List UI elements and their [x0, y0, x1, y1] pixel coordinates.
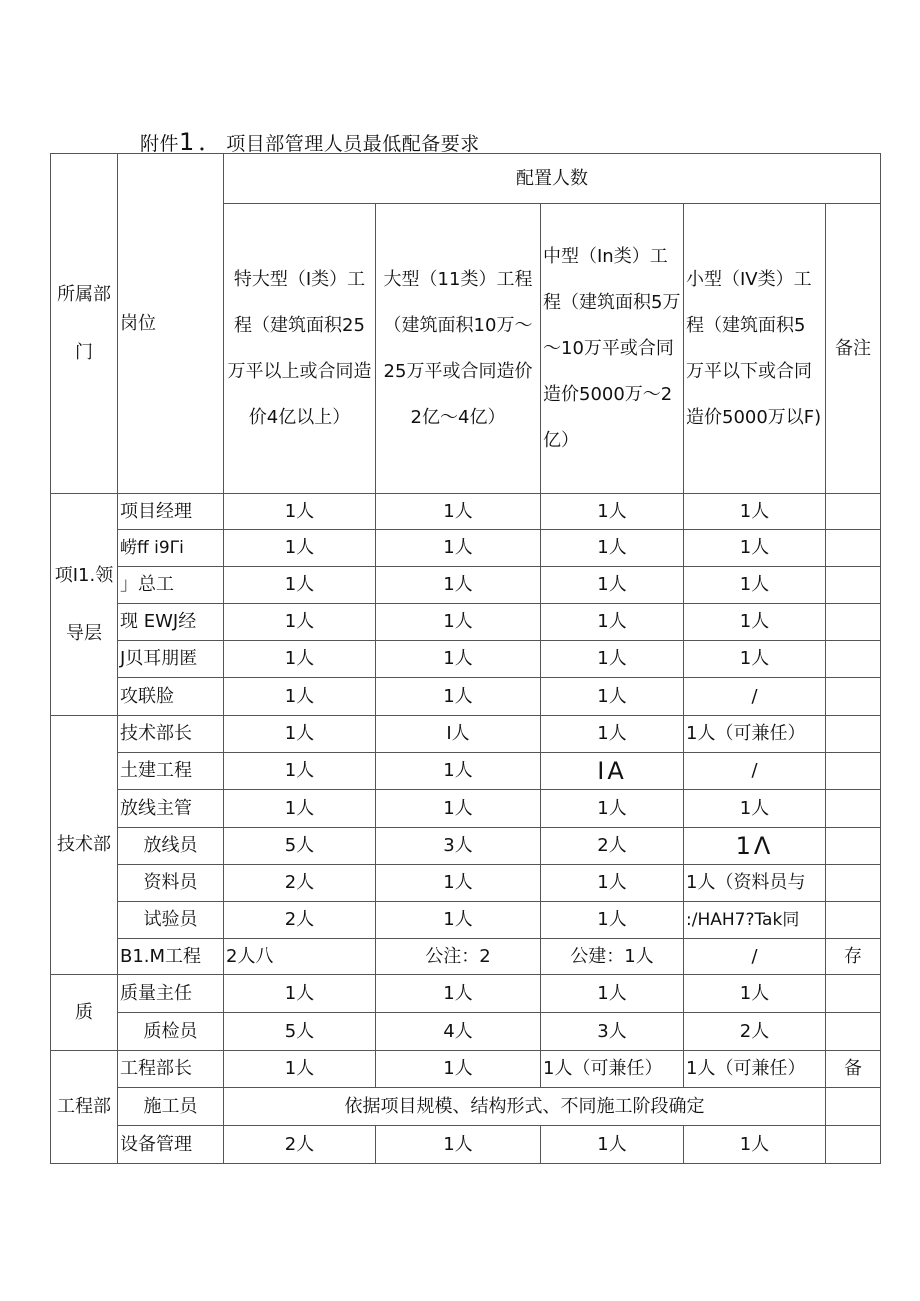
count-cell: 1人	[684, 530, 826, 567]
count-cell: 2人	[224, 1126, 376, 1164]
post-cell: 设备管理	[118, 1126, 224, 1164]
count-cell: 2人八	[224, 939, 376, 975]
count-cell: 1人	[684, 641, 826, 678]
count-cell: 1人	[224, 716, 376, 753]
post-cell: 施工员	[118, 1088, 224, 1126]
post-cell: 工程部长	[118, 1051, 224, 1088]
count-cell: 1人	[376, 902, 541, 939]
post-cell: 资料员	[118, 865, 224, 902]
header-col-3: 中型（In类）工程（建筑面积5万～10万平或合同造价5000万～2亿）	[541, 204, 684, 494]
count-cell: 1人	[376, 567, 541, 604]
count-cell: 3人	[541, 1013, 684, 1051]
header-col-4: 小型（IV类）工程（建筑面积5万平以下或合同造价5000万以F)	[684, 204, 826, 494]
count-cell: 1人	[376, 641, 541, 678]
header-dept: 所属部门	[51, 154, 118, 494]
count-cell: 2人	[224, 865, 376, 902]
post-cell: 土建工程	[118, 753, 224, 790]
count-cell: 1人	[541, 604, 684, 641]
count-cell: 5人	[224, 828, 376, 865]
note-cell	[826, 716, 881, 753]
count-cell: 1人（可兼任）	[684, 716, 826, 753]
count-cell: 1人	[224, 567, 376, 604]
count-cell: 1人	[684, 790, 826, 828]
dept-engineering: 工程部	[51, 1051, 118, 1164]
note-cell	[826, 530, 881, 567]
count-cell: 4人	[376, 1013, 541, 1051]
header-config: 配置人数	[224, 154, 881, 204]
count-cell: 2人	[541, 828, 684, 865]
count-cell: 1人	[541, 530, 684, 567]
post-cell: 放线主管	[118, 790, 224, 828]
dept-quality: 质	[51, 975, 118, 1051]
post-cell: 质检员	[118, 1013, 224, 1051]
staffing-table	[50, 153, 881, 1164]
count-cell: 1人	[541, 975, 684, 1013]
title-prefix: 附件	[140, 133, 180, 155]
count-cell: /	[684, 678, 826, 716]
note-cell: 备	[826, 1051, 881, 1088]
note-cell: 存	[826, 939, 881, 975]
note-cell	[826, 567, 881, 604]
count-cell: 1人	[376, 790, 541, 828]
count-cell: 1人	[541, 865, 684, 902]
count-cell: 1人	[684, 567, 826, 604]
count-cell: 1人	[684, 975, 826, 1013]
count-cell: 公建：1人	[541, 939, 684, 975]
note-cell	[826, 1088, 881, 1126]
count-cell: 2人	[684, 1013, 826, 1051]
count-cell: 1人	[224, 678, 376, 716]
count-cell: 1人	[376, 494, 541, 530]
post-cell: 攻联脸	[118, 678, 224, 716]
post-cell: B1.M工程	[118, 939, 224, 975]
count-cell: 1人	[224, 494, 376, 530]
post-cell: 崂ff i9Γi	[118, 530, 224, 567]
count-cell: /	[684, 753, 826, 790]
count-cell: 1人	[376, 1126, 541, 1164]
count-cell: 1人	[224, 530, 376, 567]
count-cell: 1人	[376, 678, 541, 716]
post-cell: J贝耳朋匿	[118, 641, 224, 678]
count-cell: 1人	[541, 567, 684, 604]
count-cell: 1Λ	[684, 828, 826, 865]
count-cell: 1人	[684, 494, 826, 530]
post-cell: 技术部长	[118, 716, 224, 753]
post-cell: 试验员	[118, 902, 224, 939]
count-cell: :/HAH7?Tak同	[684, 902, 826, 939]
count-cell: /	[684, 939, 826, 975]
note-cell	[826, 753, 881, 790]
dept-technical: 技术部	[51, 716, 118, 975]
count-cell: 1人（可兼任）	[541, 1051, 684, 1088]
post-cell: 」总工	[118, 567, 224, 604]
merged-cell: 依据项目规模、结构形式、不同施工阶段确定	[224, 1088, 826, 1126]
count-cell: 1人	[541, 716, 684, 753]
title-number: 1．	[179, 128, 227, 156]
count-cell: 1人	[224, 604, 376, 641]
post-cell: 质量主任	[118, 975, 224, 1013]
count-cell: 1人（资料员与	[684, 865, 826, 902]
count-cell: 1人	[541, 494, 684, 530]
header-col-1: 特大型（I类）工程（建筑面积25万平以上或合同造价4亿以上）	[224, 204, 376, 494]
dept-leadership: 项I1.领导层	[51, 494, 118, 716]
count-cell: 1人	[376, 604, 541, 641]
post-cell: 现 EWJ经	[118, 604, 224, 641]
count-cell: 1人	[541, 902, 684, 939]
header-col-2: 大型（11类）工程（建筑面积10万～25万平或合同造价2亿～4亿）	[376, 204, 541, 494]
count-cell: 1人	[376, 753, 541, 790]
count-cell: 1人	[376, 975, 541, 1013]
note-cell	[826, 975, 881, 1013]
count-cell: 1人	[224, 975, 376, 1013]
count-cell: 1人	[541, 790, 684, 828]
post-cell: 放线员	[118, 828, 224, 865]
count-cell: 公注：2	[376, 939, 541, 975]
count-cell: 5人	[224, 1013, 376, 1051]
count-cell: 1人	[541, 678, 684, 716]
note-cell	[826, 678, 881, 716]
note-cell	[826, 902, 881, 939]
post-cell: 项目经理	[118, 494, 224, 530]
count-cell: 1人（可兼任）	[684, 1051, 826, 1088]
note-cell	[826, 790, 881, 828]
count-cell: 1人	[224, 753, 376, 790]
count-cell: 1人	[224, 1051, 376, 1088]
count-cell: 1人	[376, 865, 541, 902]
note-cell	[826, 1126, 881, 1164]
count-cell: IA	[541, 753, 684, 790]
note-cell	[826, 1013, 881, 1051]
note-cell	[826, 494, 881, 530]
note-cell	[826, 641, 881, 678]
count-cell: 1人	[541, 1126, 684, 1164]
count-cell: 1人	[376, 1051, 541, 1088]
count-cell: 2人	[224, 902, 376, 939]
header-note: 备注	[826, 204, 881, 494]
count-cell: 3人	[376, 828, 541, 865]
count-cell: I人	[376, 716, 541, 753]
count-cell: 1人	[376, 530, 541, 567]
note-cell	[826, 604, 881, 641]
note-cell	[826, 828, 881, 865]
document-title	[140, 122, 480, 157]
header-post: 岗位	[118, 154, 224, 494]
count-cell: 1人	[224, 790, 376, 828]
count-cell: 1人	[224, 641, 376, 678]
title-text: 项目部管理人员最低配备要求	[226, 133, 480, 155]
count-cell: 1人	[684, 1126, 826, 1164]
count-cell: 1人	[541, 641, 684, 678]
note-cell	[826, 865, 881, 902]
count-cell: 1人	[684, 604, 826, 641]
